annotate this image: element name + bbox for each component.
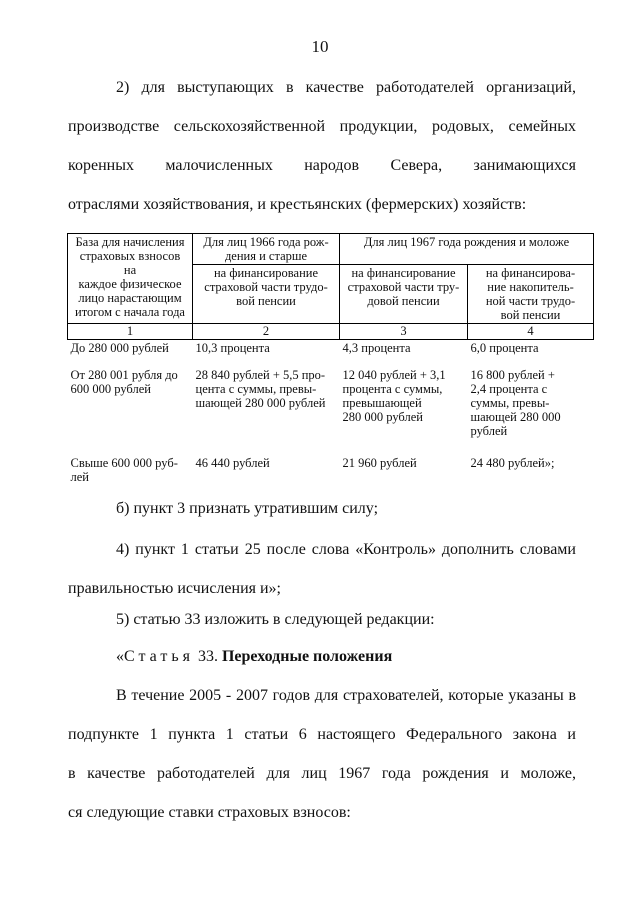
cell-col4 bbox=[468, 367, 594, 455]
cell-text: Свыше 600 000 руб- bbox=[70, 456, 178, 470]
cell-text: 2,4 процента с bbox=[470, 382, 548, 396]
cell-text: шающей 280 000 рублей bbox=[195, 396, 326, 410]
header-text: База для начисления bbox=[75, 235, 185, 249]
cell-text: рублей bbox=[470, 424, 508, 438]
text-line: отраслями хозяйствования, и крестьянских (фермерских) хозяйств: bbox=[68, 196, 527, 213]
cell-text: 600 000 рублей bbox=[70, 382, 151, 396]
article-word: Статья bbox=[124, 648, 194, 665]
header-text: ние накопитель- bbox=[487, 280, 574, 294]
header-text: ной части трудо- bbox=[485, 294, 576, 308]
header-text: вой пенсии bbox=[500, 308, 561, 322]
cell-text: суммы, превы- bbox=[470, 396, 550, 410]
header-base-cell bbox=[68, 234, 193, 324]
cell-text: 280 000 рублей bbox=[342, 410, 423, 424]
text-line: ся следующие ставки страховых взносов: bbox=[68, 804, 351, 821]
cell-text: процента с суммы, bbox=[342, 382, 443, 396]
header-1966-cell bbox=[193, 234, 340, 265]
cell-text: превышающей bbox=[342, 396, 422, 410]
item-4-paragraph bbox=[68, 530, 576, 608]
article-heading bbox=[68, 637, 576, 676]
final-paragraph bbox=[68, 676, 576, 832]
cell-text: цента с суммы, превы- bbox=[195, 382, 317, 396]
cell-text: До 280 000 рублей bbox=[70, 341, 169, 355]
cell-base bbox=[68, 455, 193, 485]
cell-text: шающей 280 000 bbox=[470, 410, 561, 424]
column-number: 3 bbox=[340, 324, 468, 340]
text-line: правильностью исчисления и»; bbox=[68, 580, 281, 597]
cell-text: лей bbox=[70, 470, 89, 484]
cell-text: От 280 001 рубля до bbox=[70, 368, 178, 382]
cell-text: 10,3 процента bbox=[195, 341, 270, 355]
column-number: 2 bbox=[193, 324, 340, 340]
cell-text: 4,3 процента bbox=[342, 341, 411, 355]
cell-col2 bbox=[193, 367, 340, 455]
table-row bbox=[68, 367, 594, 455]
text-line: 5) статью 33 изложить в следующей редакции: bbox=[116, 611, 435, 628]
header-text: дения и старше bbox=[224, 249, 308, 263]
item-5-paragraph bbox=[68, 600, 576, 639]
subheader-col2 bbox=[193, 265, 340, 324]
header-text: страховой части тру- bbox=[347, 280, 460, 294]
subheader-col3 bbox=[340, 265, 468, 324]
header-text: на финансирова- bbox=[485, 266, 576, 280]
item-b-paragraph bbox=[68, 489, 576, 528]
table-row bbox=[68, 455, 594, 485]
header-text: итогом с начала года bbox=[75, 305, 185, 319]
open-quote: « bbox=[116, 648, 124, 665]
intro-paragraph bbox=[68, 68, 576, 224]
table-header-row bbox=[68, 234, 594, 265]
text-line: В течение 2005 - 2007 годов для страхователей, которые указаны в bbox=[116, 687, 576, 704]
text-line: б) пункт 3 признать утратившим силу; bbox=[116, 500, 379, 517]
contribution-rates-table bbox=[67, 233, 594, 485]
text-line: подпункте 1 пункта 1 статьи 6 настоящего Федерального закона и bbox=[68, 726, 576, 743]
header-text: страховых взносов bbox=[79, 249, 181, 263]
header-1967-cell bbox=[340, 234, 594, 265]
subheader-col4 bbox=[468, 265, 594, 324]
header-text: на bbox=[123, 263, 137, 277]
article-title: Переходные положения bbox=[221, 648, 393, 665]
cell-text: 21 960 рублей bbox=[342, 456, 417, 470]
column-number: 1 bbox=[68, 324, 193, 340]
cell-base bbox=[68, 340, 193, 368]
cell-col2 bbox=[193, 455, 340, 485]
text-line: в качестве работодателей для лиц 1967 года рождения и моложе, bbox=[68, 765, 576, 782]
cell-col3 bbox=[340, 340, 468, 368]
cell-col2 bbox=[193, 340, 340, 368]
cell-col3 bbox=[340, 367, 468, 455]
cell-text: 12 040 рублей + 3,1 bbox=[342, 368, 446, 382]
cell-text: 46 440 рублей bbox=[195, 456, 270, 470]
cell-text: 28 840 рублей + 5,5 про- bbox=[195, 368, 326, 382]
header-text: на финансирование bbox=[351, 266, 456, 280]
cell-text: 24 480 рублей»; bbox=[470, 456, 555, 470]
header-text: на финансирование bbox=[213, 266, 319, 280]
cell-col3 bbox=[340, 455, 468, 485]
header-text: довой пенсии bbox=[367, 294, 440, 308]
text-line: 4) пункт 1 статьи 25 после слова «Контроль» дополнить словами bbox=[116, 541, 576, 558]
header-text: страховой части трудо- bbox=[204, 280, 328, 294]
cell-col4 bbox=[468, 455, 594, 485]
text-line bbox=[68, 637, 576, 676]
header-text: Для лиц 1967 года рождения и моложе bbox=[363, 235, 570, 249]
cell-text: 16 800 рублей + bbox=[470, 368, 555, 382]
cell-text: 6,0 процента bbox=[470, 341, 539, 355]
text-line: производстве сельскохозяйственной продукции, родовых, семейных bbox=[68, 118, 576, 135]
cell-col4 bbox=[468, 340, 594, 368]
text-line: 2) для выступающих в качестве работодателей организаций, bbox=[116, 79, 576, 96]
table-row bbox=[68, 340, 594, 368]
cell-base bbox=[68, 367, 193, 455]
text-line: коренных малочисленных народов Севера, занимающихся bbox=[68, 157, 576, 174]
header-text: каждое физическое bbox=[78, 277, 182, 291]
header-text: вой пенсии bbox=[236, 294, 296, 308]
column-number-row bbox=[68, 324, 594, 340]
header-text: лицо нарастающим bbox=[78, 291, 182, 305]
column-number: 4 bbox=[468, 324, 594, 340]
article-number: 33. bbox=[197, 648, 218, 665]
header-text: Для лиц 1966 года рож- bbox=[203, 235, 329, 249]
page-number: 10 bbox=[311, 37, 329, 56]
